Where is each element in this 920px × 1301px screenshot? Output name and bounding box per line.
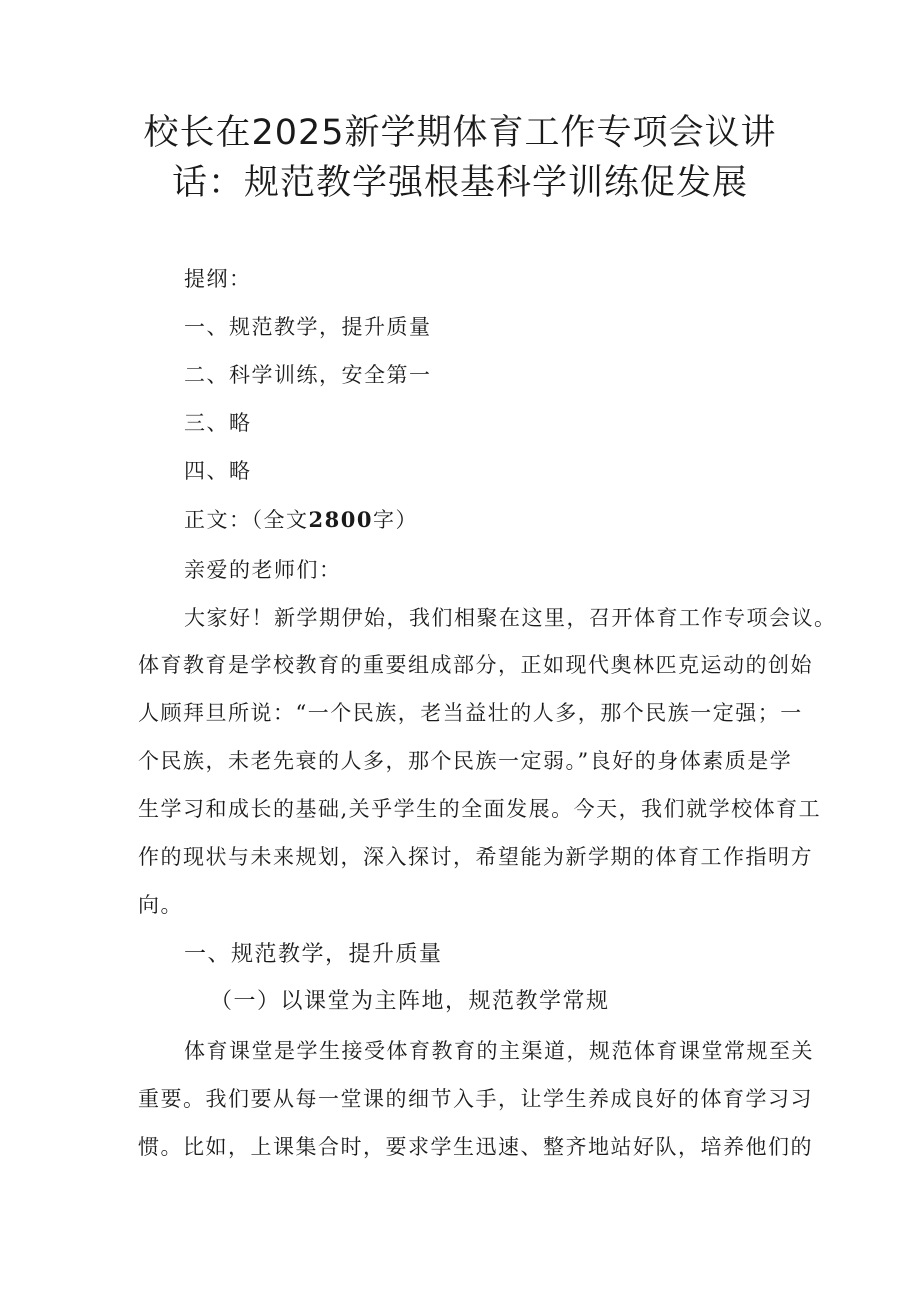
paragraph1-line: 体育教育是学校教育的重要组成部分，正如现代奥林匹克运动的创始 — [138, 653, 813, 677]
outline-item-2: 二、科学训练，安全第一 — [184, 363, 432, 387]
paragraph2-line: 重要。我们要从每一堂课的细节入手，让学生养成良好的体育学习习 — [138, 1087, 813, 1111]
paragraph2-line: 惯。比如，上课集合时，要求学生迅速、整齐地站好队，培养他们的 — [138, 1135, 813, 1159]
paragraph1-line: 作的现状与未来规划，深入探讨，希望能为新学期的体育工作指明方 — [138, 845, 813, 869]
word-count: 2800 — [308, 507, 373, 532]
subsection-1-heading: （一）以课堂为主阵地，规范教学常规 — [210, 989, 610, 1014]
body-label-prefix: 正文：（全文 — [184, 508, 309, 532]
title-line-1: 校长在2025新学期体育工作专项会议讲 — [143, 113, 777, 153]
section-1-heading: 一、规范教学，提升质量 — [184, 942, 443, 967]
title-line-2: 话：规范教学强根基科学训练促发展 — [171, 163, 748, 203]
document-title — [120, 108, 800, 208]
body-label-suffix: 字） — [372, 508, 418, 532]
outline-item-4: 四、略 — [184, 459, 252, 483]
outline-item-3: 三、略 — [184, 411, 252, 435]
paragraph2-line: 体育课堂是学生接受体育教育的主渠道，规范体育课堂常规至关 — [184, 1039, 814, 1063]
paragraph1-line: 大家好！新学期伊始，我们相聚在这里，召开体育工作专项会议。 — [184, 606, 837, 630]
body-word-count-label — [184, 505, 418, 535]
paragraph1-line: 生学习和成长的基础,关乎学生的全面发展。今天，我们就学校体育工 — [138, 797, 822, 821]
paragraph1-line: 个民族，未老先衰的人多，那个民族一定弱。”良好的身体素质是学 — [138, 749, 793, 773]
paragraph1-line: 人顾拜旦所说：“一个民族，老当益壮的人多，那个民族一定强；一 — [138, 701, 803, 725]
outline-label: 提纲： — [184, 267, 252, 291]
paragraph1-line: 向。 — [138, 893, 183, 917]
outline-item-1: 一、规范教学，提升质量 — [184, 315, 432, 339]
salutation: 亲爱的老师们： — [184, 558, 342, 582]
